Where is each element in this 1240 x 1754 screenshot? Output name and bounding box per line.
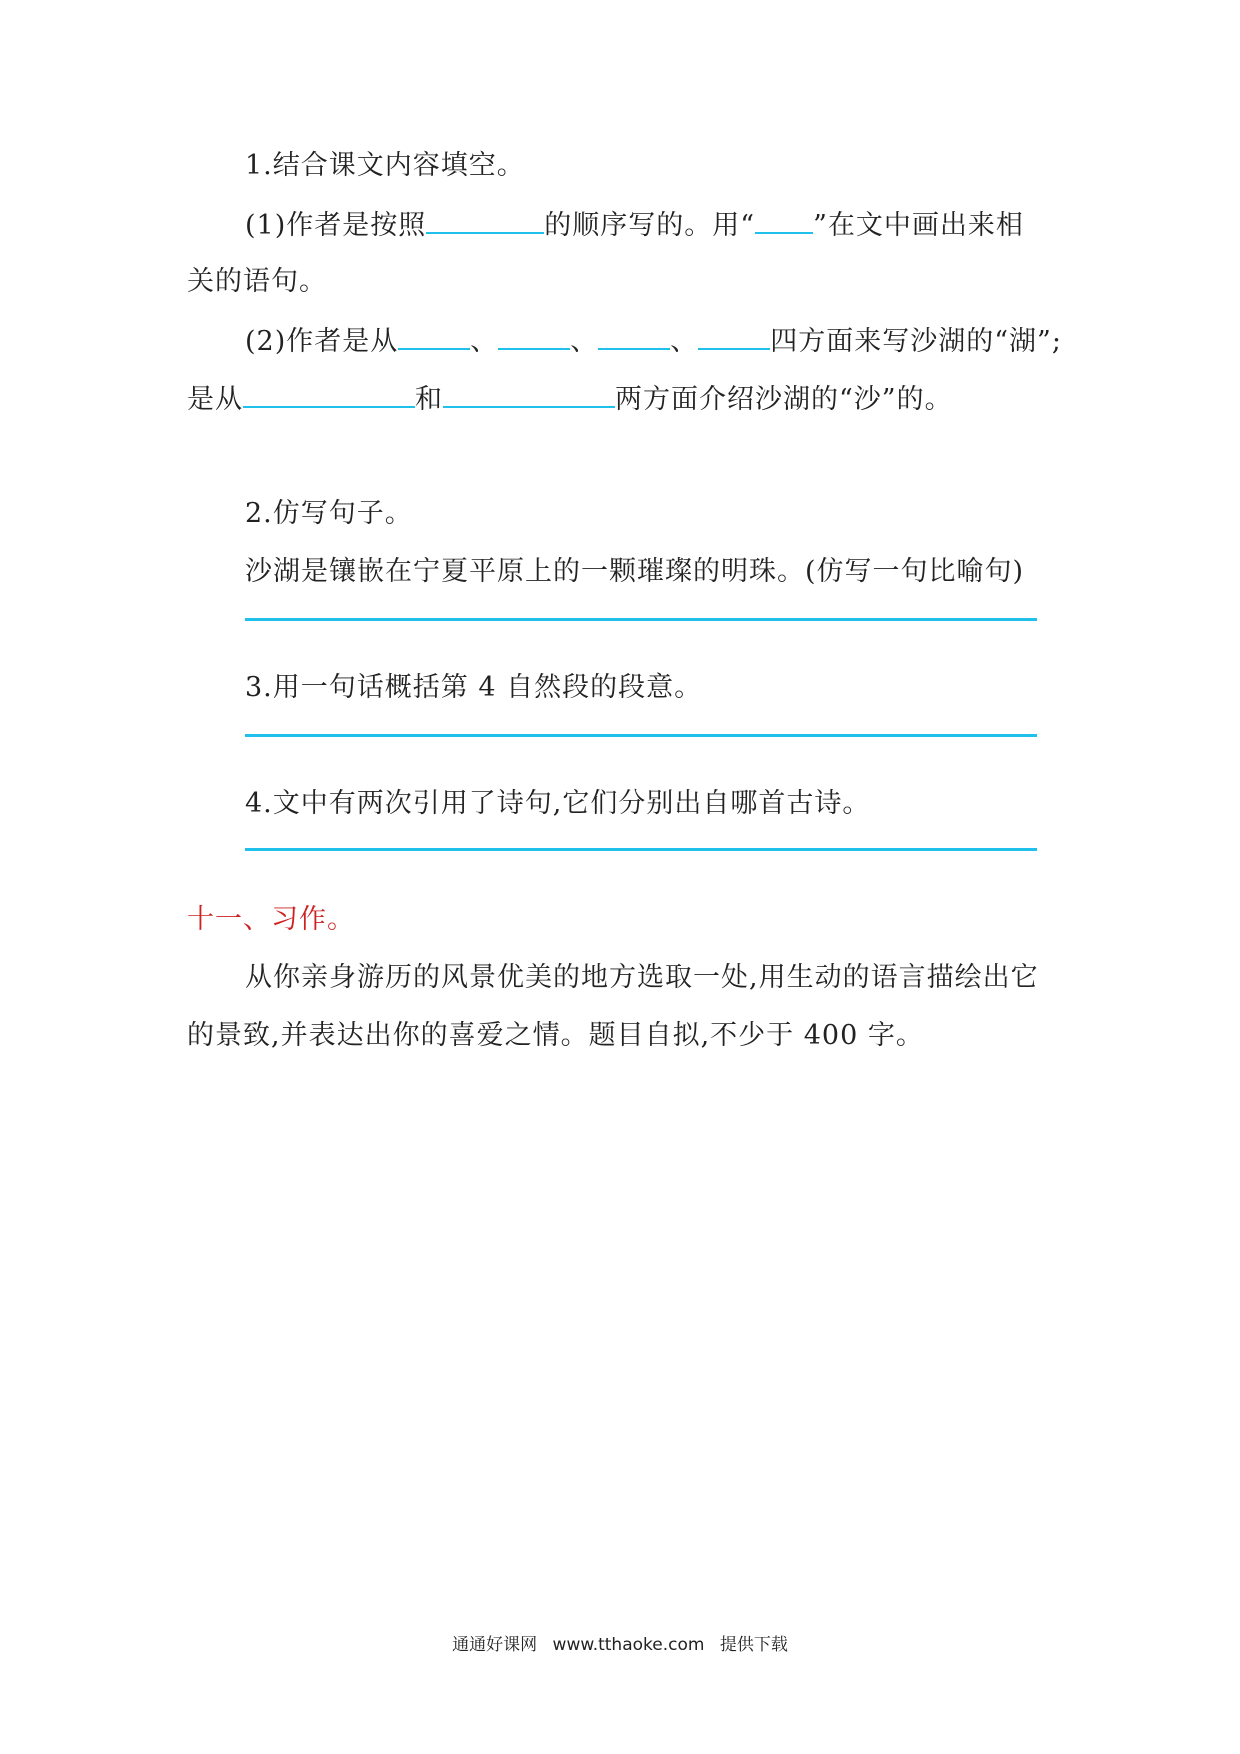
- footer: [0, 1630, 1240, 1655]
- q1-p3-text-b: 和: [415, 384, 443, 415]
- q1-p3-text-c: 两方面介绍沙湖的“沙”的。: [615, 384, 953, 415]
- answer-line-q2[interactable]: [245, 618, 1037, 621]
- q1-sep-1: 、: [470, 326, 499, 357]
- question-3-title: 3.用一句话概括第 4 自然段的段意。: [245, 672, 703, 703]
- q1-p1-text-a: (1)作者是按照: [245, 210, 427, 241]
- q1-p2-text-a: (2)作者是从: [245, 326, 399, 357]
- question-1-title: 1.结合课文内容填空。: [245, 150, 525, 181]
- blank-lake-aspect-1[interactable]: [398, 320, 470, 350]
- footer-site-name: 通通好课网: [452, 1635, 538, 1655]
- question-1-part-2: [245, 320, 1062, 362]
- blank-order[interactable]: [426, 204, 544, 234]
- question-1-part-1-cont: 关的语句。: [187, 266, 327, 297]
- q1-p2-text-b: 四方面来写沙湖的“湖”;: [770, 326, 1062, 357]
- answer-line-q4[interactable]: [245, 848, 1037, 851]
- footer-note: 提供下载: [719, 1635, 788, 1655]
- blank-sand-aspect-1[interactable]: [243, 378, 415, 408]
- blank-sand-aspect-2[interactable]: [443, 378, 615, 408]
- question-2-title: 2.仿写句子。: [245, 498, 413, 529]
- question-2-sentence: 沙湖是镶嵌在宁夏平原上的一颗璀璨的明珠。(仿写一句比喻句): [245, 556, 1025, 587]
- footer-url[interactable]: www.tthaoke.com: [552, 1635, 705, 1655]
- question-1-part-1: [245, 204, 1024, 246]
- answer-line-q3[interactable]: [245, 734, 1037, 737]
- q1-p1-text-c: ”在文中画出来相: [813, 210, 1024, 241]
- blank-mark-symbol[interactable]: [755, 204, 813, 234]
- blank-lake-aspect-2[interactable]: [498, 320, 570, 350]
- q1-sep-2: 、: [570, 326, 599, 357]
- blank-lake-aspect-3[interactable]: [598, 320, 670, 350]
- essay-prompt-line-1: 从你亲身游历的风景优美的地方选取一处,用生动的语言描绘出它: [245, 962, 1039, 993]
- q1-p1-text-b: 的顺序写的。用“: [544, 210, 756, 241]
- section-11-heading: 十一、习作。: [187, 904, 355, 935]
- question-1-part-2-cont: [187, 378, 953, 420]
- q1-sep-3: 、: [670, 326, 699, 357]
- essay-prompt-line-2: 的景致,并表达出你的喜爱之情。题目自拟,不少于 400 字。: [187, 1020, 924, 1051]
- blank-lake-aspect-4[interactable]: [698, 320, 770, 350]
- question-4-title: 4.文中有两次引用了诗句,它们分别出自哪首古诗。: [245, 788, 871, 819]
- q1-p3-text-a: 是从: [187, 384, 243, 415]
